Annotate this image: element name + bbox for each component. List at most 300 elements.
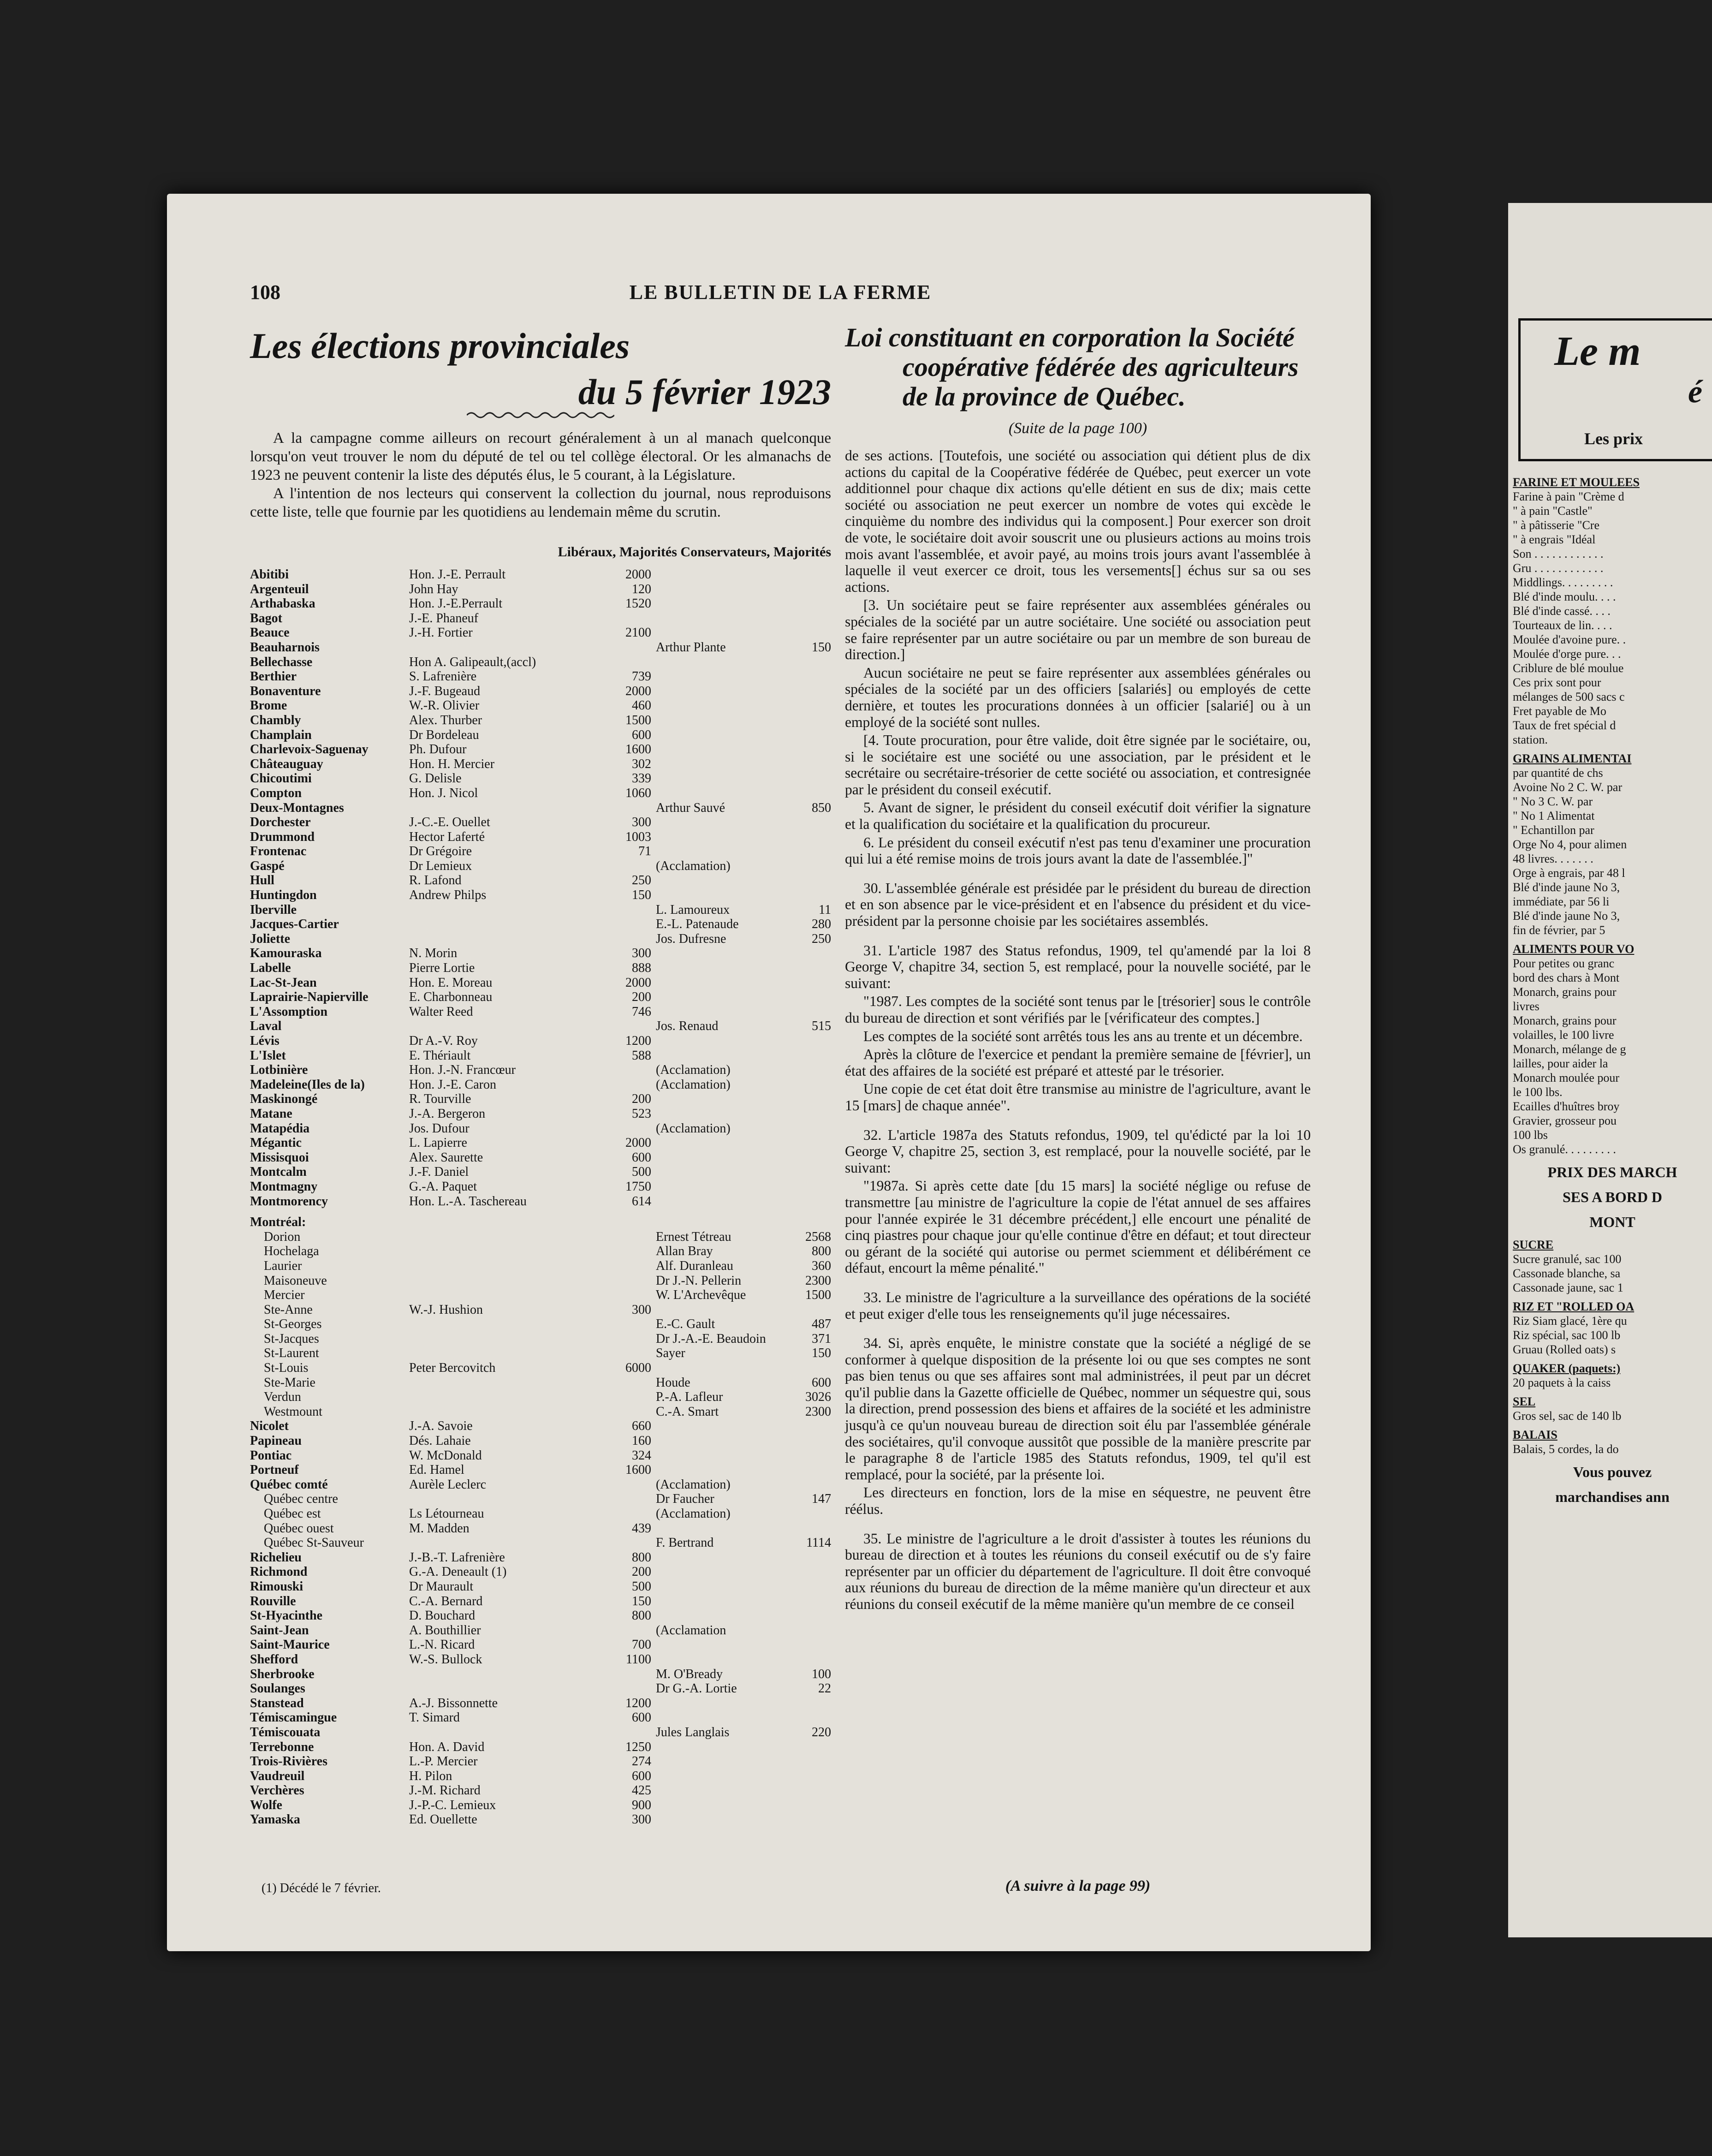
running-title: LE BULLETIN DE LA FERME [629,281,932,304]
liberal-majority: 200 [632,990,651,1005]
results-row [250,771,831,786]
price-line: le 100 lbs. [1513,1085,1563,1099]
loi-body [845,447,1311,1614]
conservative-majority: 2300 [805,1404,831,1419]
results-row [250,1608,831,1623]
county-name: Sherbrooke [250,1667,315,1681]
results-row [250,1740,831,1755]
liberal-member: W.-R. Olivier [409,698,480,713]
results-row [250,1078,831,1092]
liberal-member: Dés. Lahaie [409,1434,471,1448]
county-name: Argenteuil [250,582,309,596]
liberal-majority: 1600 [625,1463,651,1477]
conservative-majority: 1500 [805,1288,831,1303]
price-line: fin de février, par 5 [1513,923,1605,937]
price-line: MONT [1589,1214,1635,1230]
conservative-majority: 371 [812,1331,831,1346]
conservative-member: E.-L. Patenaude [656,917,739,932]
county-name: Gaspé [250,858,285,873]
price-line: " No 3 C. W. par [1513,795,1593,808]
results-row [250,1390,831,1405]
results-row [250,655,831,670]
conservative-member: (Acclamation) [656,1477,731,1492]
county-name: Mercier [264,1288,305,1303]
liberal-member: J.-P.-C. Lemieux [409,1798,496,1812]
county-name: Hull [250,873,274,888]
county-name: Pontiac [250,1448,292,1463]
liberal-majority: 588 [632,1048,651,1063]
conservative-member: Dr J.-N. Pellerin [656,1273,742,1288]
results-row [250,1681,831,1696]
county-name: Laprairie-Napierville [250,990,369,1005]
results-table-header: Libéraux, Majorités Conservateurs, Majorités [558,544,831,560]
liberal-majority: 523 [632,1106,651,1121]
results-row [250,844,831,859]
liberal-majority: 425 [632,1783,651,1798]
price-line: Farine à pain "Crème d [1513,490,1624,503]
price-line: Blé d'inde jaune No 3, [1513,881,1620,894]
price-line: " à pain "Castle" [1513,504,1593,518]
price-line: ALIMENTS POUR VO [1513,942,1635,956]
liberal-member: Aurèle Leclerc [409,1477,487,1492]
liberal-majority: 1250 [625,1739,651,1754]
county-name: Chicoutimi [250,771,312,786]
page-header [250,280,1311,308]
liberal-member: J.-F. Daniel [409,1165,469,1179]
liberal-member: W. McDonald [409,1448,482,1463]
conservative-member: Ernest Tétreau [656,1229,731,1244]
price-line: Monarch, mélange de g [1513,1042,1626,1056]
law-paragraph: 30. L'assemblée générale est présidée par le président du bureau de direction et en son absence par le vice-président et en l'absence du président et du vice-président par la personne choisie par les sociétaires assemblés. [845,880,1311,929]
conservative-majority: 220 [812,1725,831,1739]
results-row [250,1332,831,1346]
conservative-member: Sayer [656,1346,685,1361]
liberal-member: Dr Lemieux [409,858,472,873]
conservative-member: C.-A. Smart [656,1404,719,1419]
county-name: Champlain [250,727,312,742]
county-name: Bagot [250,611,282,625]
county-name: Saint-Maurice [250,1638,330,1652]
county-name: Dorchester [250,815,311,830]
conservative-member: Jules Langlais [656,1725,730,1739]
liberal-member: L.-P. Mercier [409,1754,478,1769]
price-line: Gruau (Rolled oats) s [1513,1343,1616,1356]
liberal-member: Ph. Dufour [409,742,467,757]
advert-title: Le m [1554,328,1641,374]
conservative-member: Jos. Renaud [656,1019,719,1034]
county-name: Verchères [250,1783,304,1798]
county-name: Lac-St-Jean [250,975,317,990]
county-name: Labelle [250,961,291,976]
liberal-member: Hon. E. Moreau [409,975,493,990]
liberal-majority: 300 [632,815,651,830]
liberal-majority: 1750 [625,1179,651,1194]
conservative-member: (Acclamation) [656,1063,731,1078]
price-line: Tourteaux de lin. . . . [1513,619,1612,632]
results-row [250,596,831,611]
price-line: Blé d'inde jaune No 3, [1513,909,1620,923]
county-name: Dorion [264,1229,301,1244]
county-name: Québec St-Sauveur [264,1536,364,1550]
county-name: St-Laurent [264,1346,319,1361]
conservative-member: Arthur Plante [656,640,726,655]
conservative-member: F. Bertrand [656,1536,714,1550]
liberal-majority: 500 [632,1579,651,1594]
conservative-majority: 280 [812,917,831,932]
county-name: Arthabaska [250,596,315,611]
liberal-member: Pierre Lortie [409,961,475,976]
county-name: Mégantic [250,1136,302,1150]
continued-from-note: (Suite de la page 100) [1008,420,1147,437]
liberal-majority: 600 [632,1769,651,1783]
results-row [250,815,831,830]
liberal-majority: 1100 [626,1652,651,1667]
results-row [250,1405,831,1419]
results-row [250,1303,831,1317]
election-results-table [250,567,831,1827]
liberal-member: Hon. J.-E. Perrault [409,567,506,582]
county-name: Témiscamingue [250,1710,337,1725]
liberal-member: J.-C.-E. Ouellet [409,815,490,830]
price-line: Taux de fret spécial d [1513,719,1616,732]
price-line: RIZ ET "ROLLED OA [1513,1300,1635,1313]
law-paragraph: "1987. Les comptes de la société sont tenus par le [trésorier] sous le contrôle du bureau de direction et sont vérifiés par le [vérificateur des comptes.] [845,993,1311,1026]
county-name: Chambly [250,713,301,727]
price-line: Monarch moulée pour [1513,1071,1620,1084]
liberal-majority: 2000 [625,1136,651,1150]
county-name: Beauharnois [250,640,320,655]
liberal-member: Dr A.-V. Roy [409,1034,478,1048]
liberal-majority: 460 [632,698,651,713]
results-row [250,611,831,626]
liberal-member: Walter Reed [409,1004,473,1019]
liberal-majority: 1500 [625,713,651,727]
results-row [250,1521,831,1536]
conservative-member: Houde [656,1375,690,1390]
liberal-majority: 300 [632,1812,651,1827]
conservative-majority: 100 [812,1667,831,1681]
price-line: bord des chars à Mont [1513,971,1620,984]
price-line: livres [1513,1000,1540,1013]
conservative-member: Allan Bray [656,1244,713,1259]
price-line: Orge No 4, pour alimen [1513,838,1627,851]
liberal-member: Hon A. Galipeault,(accl) [409,655,536,669]
liberal-member: J.-E. Phaneuf [409,611,479,625]
results-row [250,1005,831,1019]
loi-title [845,323,1311,411]
liberal-member: N. Morin [409,946,458,961]
price-line: Criblure de blé moulue [1513,661,1624,675]
liberal-member: E. Charbonneau [409,990,493,1005]
liberal-majority: 600 [632,1710,651,1725]
results-row [250,1696,831,1711]
conservative-majority: 22 [818,1681,831,1696]
liberal-member: D. Bouchard [409,1608,476,1623]
law-paragraph: "1987a. Si après cette date [du 15 mars] la société néglige ou refuse de transmettre [au ministre de l'agriculture la copie de l'état annuel de ses affaires pour l'année expirée le 31 décembre précédent,] elle encourt une pénalité de cinq piastres pour chaque jour qu'elle continue d'être en défaut; et tout directeur ou gérant de la société qui autorise ou permet sciemment et délibérément ce défaut, encourt la même pénalité." [845,1178,1311,1276]
loi-title-line1: Loi constituant en corporation la Société [845,322,1295,352]
conservative-majority: 2300 [805,1273,831,1288]
results-row [250,1579,831,1594]
price-line: Ecailles d'huîtres broy [1513,1100,1620,1113]
price-line: Blé d'inde moulu. . . . [1513,590,1616,603]
county-name: Abitibi [250,567,289,582]
county-name: Shefford [250,1652,298,1667]
county-name: Westmount [264,1404,322,1419]
liberal-majority: 2000 [625,684,651,698]
law-paragraph: 6. Le président du conseil exécutif n'est pas tenu d'examiner une procuration qui lui a été remise moins de trois jours avant la date de l'assemblée.]" [845,834,1311,867]
county-name: Stanstead [250,1696,304,1710]
price-line: Orge à engrais, par 48 l [1513,866,1625,880]
county-name: Vaudreuil [250,1769,305,1783]
results-row [250,1034,831,1048]
price-line: Middlings. . . . . . . . . [1513,576,1613,589]
liberal-member: E. Thériault [409,1048,471,1063]
liberal-majority: 2000 [625,567,651,582]
results-row [250,742,831,757]
price-line: Riz Siam glacé, 1ère qu [1513,1314,1627,1328]
adjacent-page-fragment [1508,203,1712,1937]
county-name: Témiscouata [250,1725,321,1739]
liberal-majority: 300 [632,946,651,961]
conservative-majority: 800 [812,1244,831,1259]
results-row [250,1565,831,1579]
advert-subtitle: Les prix [1584,429,1643,448]
results-row [250,1048,831,1063]
law-paragraph: Après la clôture de l'exercice et pendant la première semaine de [février], un état des affaires de la société est préparé et attesté par le trésorier. [845,1046,1311,1079]
liberal-majority: 200 [632,1092,651,1107]
law-paragraph: 34. Si, après enquête, le ministre constate que la société a négligé de se conformer à quelque disposition de la présente loi ou que ses comptes ne sont pas bien tenus ou que ses affaires sont mal administrées, il peut par un décret qu'il publie dans la Gazette officielle de Québec, nommer un séquestre qui, sous la direction, prend possession des biens et affaires de la société et les administre jusqu'à ce qu'un nouveau bureau de direction soit élu par l'assemblée générale des sociétaires, qu'il convoque aussitôt que possible de la manière prescrite par le paragraphe 8 de l'article 1985 des Statuts refondus, 1909, tel qu'il est remplacé, pour la société, par la présente loi. [845,1335,1311,1483]
liberal-majority: 1200 [625,1696,651,1710]
county-name: Portneuf [250,1463,299,1477]
conservative-member: Jos. Dufresne [656,931,726,946]
results-row [250,1092,831,1107]
results-row [250,1259,831,1274]
county-name: Laval [250,1019,282,1034]
liberal-member: J.-B.-T. Lafrenière [409,1550,505,1565]
liberal-majority: 2000 [625,975,651,990]
results-row [250,1150,831,1165]
results-row [250,1725,831,1740]
results-row [250,1288,831,1303]
county-name: Brome [250,698,287,713]
results-row [250,1769,831,1784]
county-name: Papineau [250,1434,302,1448]
conservative-majority: 487 [812,1317,831,1332]
intro-paragraph: A l'intention de nos lecteurs qui conservent la collection du journal, nous reproduisons cette liste, telle que fournie par les quotidiens au lendemain même du scrutin. [250,485,831,520]
liberal-member: W.-J. Hushion [409,1302,483,1317]
results-row [250,888,831,903]
law-paragraph: 35. Le ministre de l'agriculture a le droit d'assister à toutes les réunions du bureau de direction et à toutes les réunions du conseil exécutif ou de s'y faire représenter par un officier du département de l'agriculture. Il doit être convoqué aux réunions du bureau de direction de la même manière qu'un directeur et aux réunions du conseil exécutif de la même manière qu'un membre de ce conseil [845,1530,1311,1612]
conservative-majority: 600 [812,1375,831,1390]
price-line: Balais, 5 cordes, la do [1513,1442,1619,1456]
conservative-member: Alf. Duranleau [656,1258,733,1273]
county-name: Jacques-Cartier [250,917,339,932]
elections-title-line2: du 5 février 1923 [578,372,831,412]
conservative-majority: 250 [812,931,831,946]
county-name: Drummond [250,829,315,844]
liberal-member: Ed. Hamel [409,1463,464,1477]
county-name: Yamaska [250,1812,300,1827]
liberal-member: J.-H. Fortier [409,625,473,640]
price-line: Gravier, grosseur pou [1513,1114,1617,1127]
price-line: PRIX DES MARCH [1547,1164,1677,1180]
conservative-member: Dr G.-A. Lortie [656,1681,737,1696]
liberal-majority: 6000 [625,1361,651,1376]
liberal-member: Dr Grégoire [409,844,472,859]
price-line: 48 livres. . . . . . . [1513,852,1593,865]
liberal-member: Dr Bordeleau [409,727,479,742]
county-name: Richelieu [250,1550,302,1565]
county-name: Ste-Anne [264,1302,313,1317]
liberal-member: J.-F. Bugeaud [409,684,481,698]
county-name: Kamouraska [250,946,322,961]
county-name: Lotbinière [250,1063,308,1078]
liberal-member: T. Simard [409,1710,460,1725]
liberal-member: Ed. Ouellette [409,1812,477,1827]
liberal-majority: 120 [632,582,651,596]
law-paragraph: Aucun sociétaire ne peut se faire représenter aux assemblées générales ou spéciales de la société par un des officiers [salariés] ou employés de cette dernière, et toutes les procurations données à un officier [salarié] ou à un employé de la société sont nulles. [845,664,1311,730]
results-row [250,1179,831,1194]
law-paragraph: de ses actions. [Toutefois, une société ou association qui détient plus de dix actions du capital de la Coopérative fédérée de Québec, peut exercer un vote additionnel pour chaque dix actions qu'elle détient en sus de dix; mais cette société ou association ne peut exercer un nombre de votes qui excède le cinquième du nombre des individus qui la composent.] Pour exercer son droit de vote, le sociétaire doit avoir souscrit une ou plusieurs actions au moins trois mois avant l'assemblée, et avoir payé, au moins trois jours avant l'assemblée à laquelle il veut exercer ce droit, tous les versements[] échus sur sa ou ses actions. [845,447,1311,595]
price-line: FARINE ET MOULEES [1513,476,1640,489]
liberal-member: Jos. Dufour [409,1121,470,1136]
liberal-member: J.-A. Bergeron [409,1106,486,1121]
price-line: marchandises ann [1555,1489,1670,1505]
county-name: Iberville [250,902,297,917]
county-name: Montcalm [250,1165,307,1179]
results-row [250,1507,831,1521]
liberal-member: G.-A. Paquet [409,1179,477,1194]
conservative-majority: 150 [812,1346,831,1361]
liberal-member: Alex. Thurber [409,713,482,727]
price-line: Cassonade blanche, sa [1513,1267,1621,1280]
liberal-member: G. Delisle [409,771,462,786]
liberal-majority: 739 [632,669,651,684]
county-name: Soulanges [250,1681,305,1696]
county-name: Rimouski [250,1579,303,1594]
conservative-majority: 2568 [805,1229,831,1244]
results-row [250,1361,831,1376]
conservative-member: M. O'Bready [656,1667,723,1681]
liberal-majority: 2100 [625,625,651,640]
law-paragraph: [3. Un sociétaire peut se faire représenter aux assemblées générales ou spéciales de la société par un autre sociétaire. Une société ou association peut se faire représenter par un autre sociétaire ou par un membre de son bureau de direction.] [845,597,1311,663]
county-name: L'Islet [250,1048,286,1063]
conservative-majority: 150 [812,640,831,655]
results-row [250,1812,831,1827]
liberal-member: John Hay [409,582,458,596]
results-row [250,961,831,976]
conservative-member: (Acclamation) [656,1507,731,1521]
liberal-majority: 800 [632,1608,651,1623]
county-name: Charlevoix-Saguenay [250,742,369,757]
results-row [250,1165,831,1179]
results-row [250,582,831,597]
price-line: Son . . . . . . . . . . . . [1513,547,1604,560]
results-row [250,976,831,990]
page-number: 108 [250,281,280,304]
liberal-member: C.-A. Bernard [409,1594,483,1608]
liberal-member: R. Tourville [409,1092,471,1107]
liberal-majority: 1520 [625,596,651,611]
liberal-majority: 302 [632,756,651,771]
results-row [250,698,831,713]
law-paragraph: 31. L'article 1987 des Status refondus, 1909, tel qu'amendé par la loi 8 George V, chapitre 34, section 5, est remplacé, pour la nouvelle société, par le suivant: [845,942,1311,991]
results-row [250,1274,831,1288]
conservative-member: Dr Faucher [656,1492,714,1507]
decorative-squiggle-rule [467,411,614,420]
conservative-member: (Acclamation) [656,1121,731,1136]
liberal-member: Dr Maurault [409,1579,474,1594]
results-row [250,1536,831,1550]
county-name: St-Georges [264,1317,322,1332]
liberal-majority: 339 [632,771,651,786]
county-name: L'Assomption [250,1004,328,1019]
price-line: " Echantillon par [1513,823,1594,837]
elections-title-line1: Les élections provinciales [250,326,630,366]
liberal-majority: 274 [632,1754,651,1769]
liberal-member: Ls Létourneau [409,1507,484,1521]
liberal-member: A. Bouthillier [409,1623,481,1638]
price-line: " à pâtisserie "Cre [1513,518,1599,532]
results-row [250,1492,831,1507]
price-line: 100 lbs [1513,1128,1548,1142]
price-line: Gros sel, sac de 140 lb [1513,1409,1622,1423]
liberal-majority: 200 [632,1565,651,1579]
results-row [250,1477,831,1492]
county-name: Compton [250,786,302,800]
price-line: Ces prix sont pour [1513,676,1601,689]
price-line: Vous pouvez [1573,1464,1652,1480]
liberal-member: Peter Bercovitch [409,1361,496,1376]
price-line: par quantité de chs [1513,766,1603,780]
results-row [250,990,831,1005]
price-line: station. [1513,733,1548,746]
montreal-label: Montréal: [250,1215,306,1230]
liberal-majority: 160 [632,1434,651,1448]
law-paragraph: 33. Le ministre de l'agriculture a la surveillance des opérations de la société et peut exiger d'elle tous les renseignements qu'il juge nécessaires. [845,1289,1311,1322]
liberal-member: G.-A. Deneault (1) [409,1565,507,1579]
price-line: Blé d'inde cassé. . . . [1513,604,1611,618]
conservative-member: (Acclamation) [656,858,731,873]
liberal-member: J.-M. Richard [409,1783,481,1798]
elections-title [250,323,831,415]
county-name: Châteauguay [250,756,323,771]
county-name: Québec est [264,1507,321,1521]
results-row [250,1667,831,1682]
results-row [250,1798,831,1813]
results-row [250,1419,831,1434]
conservative-member: P.-A. Lafleur [656,1390,723,1405]
county-name: Madeleine(Iles de la) [250,1077,365,1092]
conservative-majority: 850 [812,800,831,815]
liberal-majority: 1200 [625,1034,651,1048]
conservative-majority: 11 [819,902,831,917]
conservative-majority: 515 [812,1019,831,1034]
results-row [250,917,831,932]
liberal-member: Hon. A. David [409,1739,485,1754]
price-line: " No 1 Alimentat [1513,809,1595,822]
results-row [250,1019,831,1034]
price-line: BALAIS [1513,1428,1557,1441]
county-name: Verdun [264,1390,301,1405]
county-name: Beauce [250,625,290,640]
county-name: Maisoneuve [264,1273,327,1288]
county-name: St-Hyacinthe [250,1608,323,1623]
intro-paragraph: A la campagne comme ailleurs on recourt généralement à un al manach quelconque lorsqu'on veut trouver le nom du député de tel ou tel collège électoral. Or les almanachs de 1923 ne peuvent contenir la liste des députés élus, le 5 courant, à la Législature. [250,430,831,483]
conservative-member: Arthur Sauvé [656,800,725,815]
liberal-member: Hon. J.-E.Perrault [409,596,503,611]
county-name: Frontenac [250,844,307,859]
